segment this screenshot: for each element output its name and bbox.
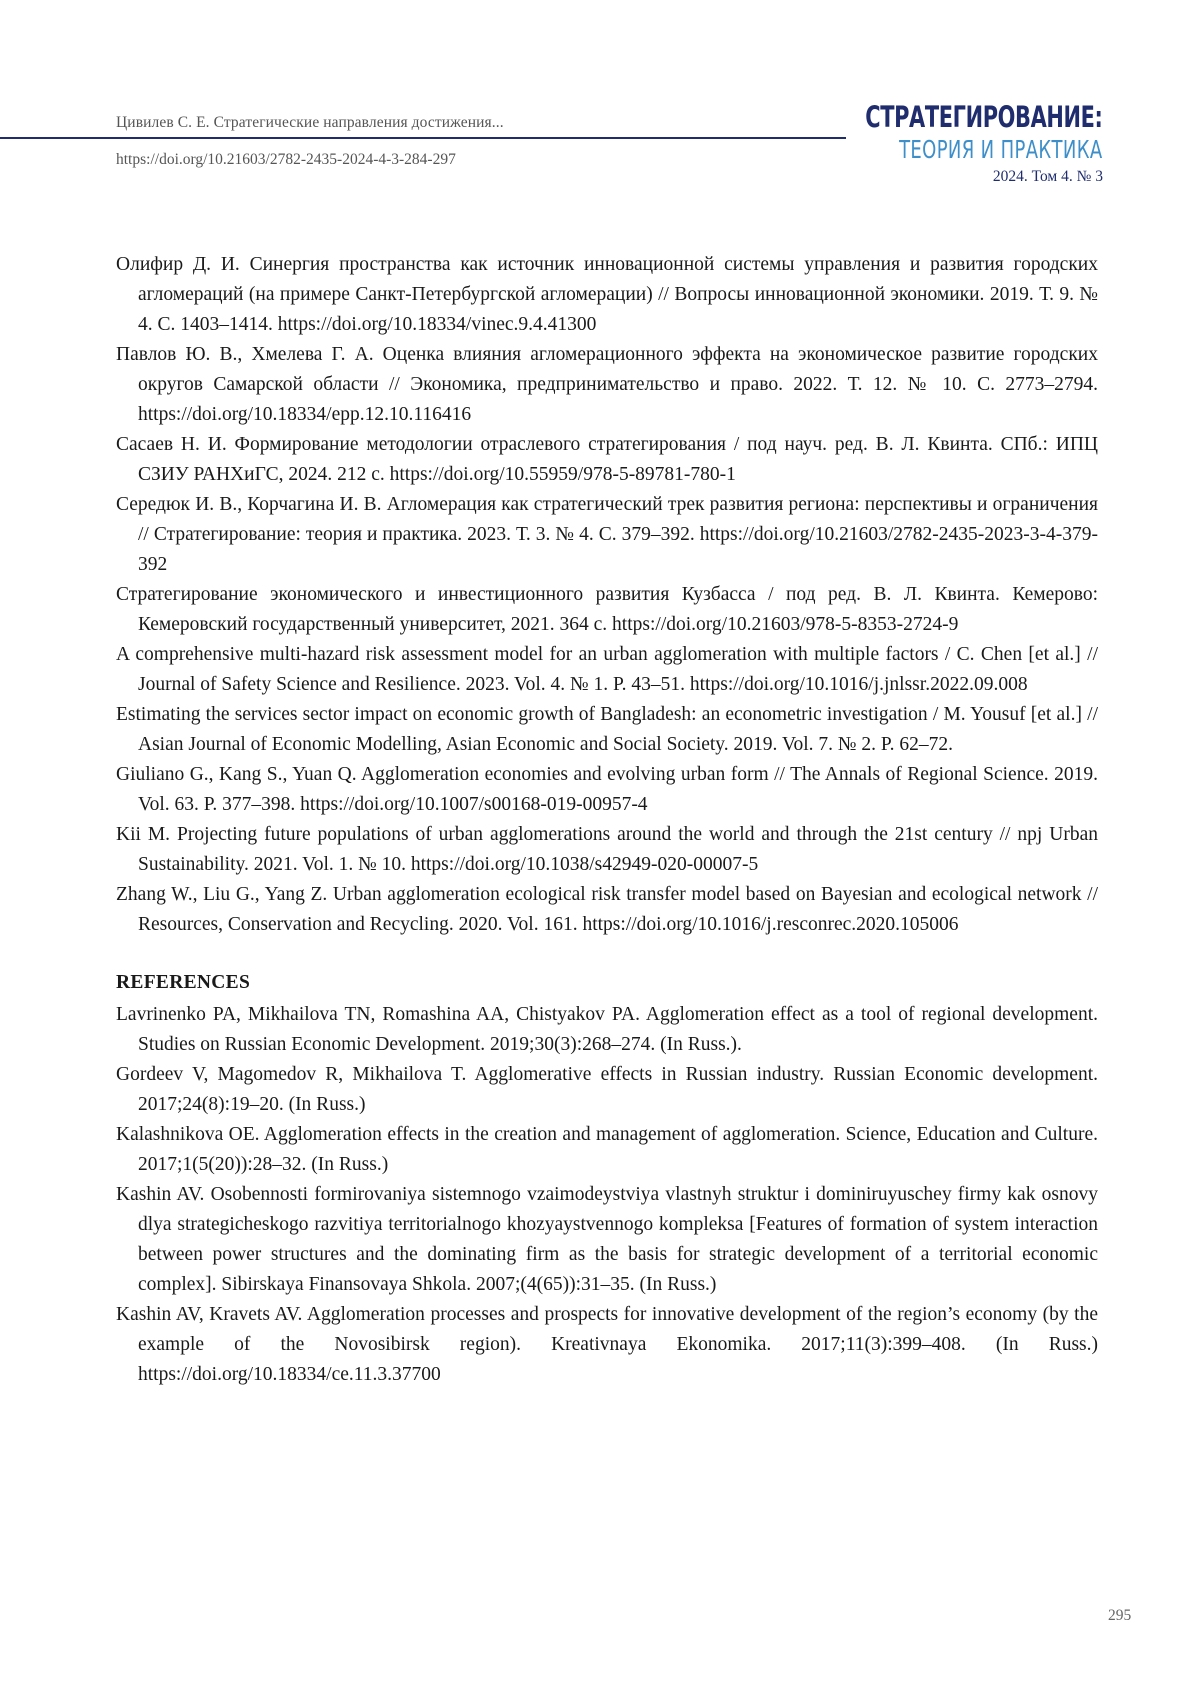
reference-item: Стратегирование экономического и инвестиционного развития Кузбасса / под ред. В. Л. Квинта. Кемерово: Кемеровский государственный университет, 2021. 364 с. https://doi.org/10.21603/978-5-8353-2724-9 (116, 584, 1098, 635)
journal-title: СТРАТЕГИРОВАНИЕ: (865, 100, 1103, 134)
running-title: Цивилев С. Е. Стратегические направления достижения... (116, 114, 504, 131)
reference-item: Павлов Ю. В., Хмелева Г. А. Оценка влияния агломерационного эффекта на экономическое развитие городских округов Самарской области // Экономика, предпринимательство и право. 2022. Т. 12. № 10. С. 2773–2794. https://doi.org/10.18334/epp.12.10.116416 (116, 344, 1098, 425)
reference-item: Estimating the services sector impact on economic growth of Bangladesh: an econometric investigation / M. Yousuf [et al.] // Asian Journal of Economic Modelling, Asian Economic and Social Society. 2019. Vol. 7. № 2. P. 62–72. (116, 704, 1098, 755)
reference-item: Середюк И. В., Корчагина И. В. Агломерация как стратегический трек развития региона: перспективы и ограничения // Стратегирование: теория и практика. 2023. Т. 3. № 4. С. 379–392. https://doi.org/10.21603/2782-2435-2023-3-4-379-392 (116, 494, 1098, 575)
references-ru-list (116, 250, 1098, 940)
journal-subtitle: ТЕОРИЯ И ПРАКТИКА (899, 135, 1103, 164)
reference-item: Kii M. Projecting future populations of urban agglomerations around the world and through the 21st century // npj Urban Sustainability. 2021. Vol. 1. № 10. https://doi.org/10.1038/s42949-020-00007-5 (116, 824, 1098, 875)
reference-item: Giuliano G., Kang S., Yuan Q. Agglomeration economies and evolving urban form // The Annals of Regional Science. 2019. Vol. 63. P. 377–398. https://doi.org/10.1007/s00168-019-00957-4 (116, 764, 1098, 815)
reference-item: Сасаев Н. И. Формирование методологии отраслевого стратегирования / под науч. ред. В. Л. Квинта. СПб.: ИПЦ СЗИУ РАНХиГС, 2024. 212 с. https://doi.org/10.55959/978-5-89781-780-1 (116, 434, 1098, 485)
references-en-list (116, 1000, 1098, 1390)
reference-item: Gordeev V, Magomedov R, Mikhailova T. Agglomerative effects in Russian industry. Russian Economic development. 2017;24(8):19–20. (In Russ.) (116, 1064, 1098, 1115)
reference-item: Kalashnikova OE. Agglomeration effects in the creation and management of agglomeration. Science, Education and Culture. 2017;1(5(20)):28–32. (In Russ.) (116, 1124, 1098, 1175)
reference-item: Олифир Д. И. Синергия пространства как источник инновационной системы управления и развития городских агломераций (на примере Санкт-Петербургской агломерации) // Вопросы инновационной экономики. 2019. Т. 9. № 4. С. 1403–1414. https://doi.org/10.18334/vinec.9.4.41300 (116, 254, 1098, 335)
journal-issue: 2024. Том 4. № 3 (992, 168, 1103, 185)
page-number: 295 (1108, 1607, 1132, 1624)
reference-item: Kashin AV, Kravets AV. Agglomeration processes and prospects for innovative development of the region’s economy (by the example of the Novosibirsk region). Kreativnaya Ekonomika. 2017;11(3):399–408. (In Russ.) https://doi.org/10.18334/ce.11.3.37700 (116, 1304, 1098, 1385)
journal-masthead (773, 100, 1103, 186)
reference-item: Lavrinenko PA, Mikhailova TN, Romashina AA, Chistyakov PA. Agglomeration effect as a tool of regional development. Studies on Russian Economic Development. 2019;30(3):268–274. (In Russ.). (116, 1004, 1098, 1055)
reference-item: Zhang W., Liu G., Yang Z. Urban agglomeration ecological risk transfer model based on Bayesian and ecological network // Resources, Conservation and Recycling. 2020. Vol. 161. https://doi.org/10.1016/j.resconrec.2020.105006 (116, 884, 1098, 935)
running-header (116, 114, 846, 132)
header-rule (0, 137, 846, 139)
article-doi[interactable]: https://doi.org/10.21603/2782-2435-2024-4-3-284-297 (116, 151, 456, 168)
main-content (116, 250, 1098, 1390)
references-heading: REFERENCES (116, 972, 251, 993)
reference-item: Kashin AV. Osobennosti formirovaniya sistemnogo vzaimodeystviya vlastnyh struktur i dominiruyuschey firmy kak osnovy dlya strategicheskogo razvitiya territorialnogo khozyaystvennogo kompleksa [Features of formation of system interaction between power structures and the dominating firm as the basis for strategic development of a territorial economic complex]. Sibirskaya Finansovaya Shkola. 2007;(4(65)):31–35. (In Russ.) (116, 1184, 1098, 1295)
reference-item: A comprehensive multi-hazard risk assessment model for an urban agglomeration with multiple factors / C. Chen [et al.] // Journal of Safety Science and Resilience. 2023. Vol. 4. № 1. P. 43–51. https://doi.org/10.1016/j.jnlssr.2022.09.008 (116, 644, 1098, 695)
